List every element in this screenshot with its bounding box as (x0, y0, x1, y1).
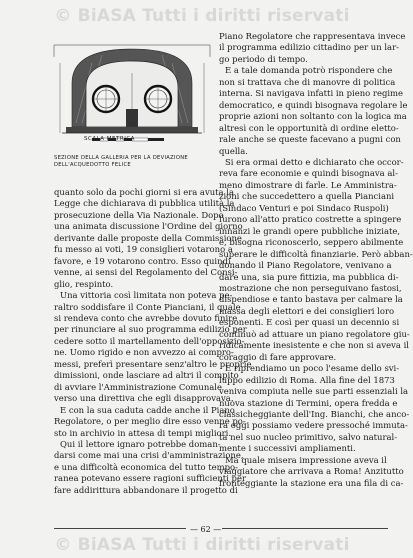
text-line: (Sindaco Venturi e poi Sindaco Ruspoli) (219, 202, 389, 213)
text-line: rale anche se queste facevano a pugni con (219, 134, 401, 145)
text-line: quanto solo da pochi giorni si era avuta la (54, 187, 234, 197)
text-line: proprie azioni non soltanto con la logica ma (219, 111, 407, 122)
text-line: Piano Regolatore che rappresentava invece (219, 31, 406, 41)
text-line: raltro soddisfare il Conte Pianciani, il quale (54, 301, 241, 312)
right-column (219, 31, 413, 489)
text-line: derivante dalle proposte della Commissione (54, 232, 242, 243)
text-line: altresì con le opportunità di ordine eletto- (219, 122, 399, 133)
caption-line-1: SEZIONE DELLA GALLERIA PER LA DEVIAZIONE (54, 155, 188, 161)
text-line: furono all'atto pratico costrette a spingere (219, 214, 402, 225)
text-line: il programma edilizio cittadino per un lar- (219, 42, 399, 53)
text-line: continuò ad attuare un piano regolatore giu- (219, 328, 410, 339)
text-line: dare una, sia pure fittizia, ma pubblica di- (219, 271, 399, 282)
text-line: classicheggiante dell'Ing. Bianchi, che anco- (219, 408, 410, 419)
text-line: meno dimostrare di farle. Le Amministra- (219, 179, 397, 190)
text-line: prosecuzione della Via Nazionale. Dopo (54, 209, 224, 220)
text-line: mostrazione che non perseguivano fastosi, (219, 282, 402, 293)
text-line: ra oggi possiamo vedere pressoché immuta- (219, 420, 408, 431)
text-line: cedere sotto il martellamento dell'opposizio- (54, 335, 245, 346)
text-line: ridicamente inesistente e che non si aveva il (219, 340, 409, 351)
text-line: Regolatore, o per meglio dire esso venne po- (54, 416, 246, 427)
text-line: Legge che dichiarava di pubblica utilità la (54, 198, 235, 209)
text-line: si rendeva conto che avrebbe dovuto finire (54, 312, 238, 323)
page-number: — 62 — (190, 525, 222, 534)
text-line: darsi come mai una crisi d'amministrazione, (54, 450, 244, 461)
text-line: esponenti. E così per quasi un decennio si (219, 317, 400, 328)
text-line: reva fare economie e quindi bisognava al- (219, 168, 398, 179)
text-line: E a tale domanda potrò rispondere che (225, 65, 393, 76)
text-line: verso una direttiva che egli disapprovava. (54, 393, 234, 404)
text-line: venne, ai sensi del Regolamento del Consi- (54, 267, 238, 278)
text-line: di avviare l'Amministrazione Comunale (54, 381, 222, 392)
text-line: una animata discussione l'Ordine del giorno (54, 221, 243, 232)
text-line: massa degli elettori e dei consiglieri loro (219, 305, 395, 316)
text-line: zioni che succedettero a quella Pianciani (219, 191, 395, 202)
scale-label: SCALA METRICA (84, 136, 135, 142)
text-line: E riprendiamo un poco l'esame dello svi- (225, 363, 400, 374)
watermark-bottom: © BiASA Tutti i diritti riservati (54, 535, 350, 555)
text-line: mente i successivi ampliamenti. (219, 443, 356, 454)
text-line: E con la sua caduta cadde anche il Piano (60, 404, 235, 415)
text-line: ranea potevano essere ragioni sufficienti per (54, 473, 246, 484)
text-line: superare le difficoltà finanziarie. Però abban- (219, 248, 413, 259)
text-line: ta nel suo nucleo primitivo, salvo natural- (219, 431, 398, 442)
figure-caption (54, 155, 214, 169)
text-line: glio, respinto. (54, 278, 114, 289)
tunnel-section-drawing (52, 43, 212, 143)
text-line: ne. Uomo rigido e non avvezzo ai compro- (54, 347, 234, 358)
footer-rule-right (222, 528, 388, 529)
text-line: coraggio di fare approvare. (219, 351, 337, 362)
text-line: per rinunciare al suo programma edilizio per (54, 324, 247, 335)
text-line: messi, preferì presentare senz'altro le proprie (54, 358, 252, 369)
text-line: Ma quale misera impressione aveva il (225, 454, 387, 465)
footer-rule-left (54, 528, 186, 529)
text-line: nuova stazione di Termini, opera fredda e (219, 397, 398, 408)
caption-line-2: DELL'ACQUEDOTTO FELICE (54, 162, 131, 168)
tunnel-section-figure (52, 43, 212, 143)
text-line: Si era ormai detto e dichiarato che occor- (225, 156, 404, 167)
text-line: donando il Piano Regolatore, venivano a (219, 260, 392, 271)
text-line: veniva compiuta nelle sue parti essenziali la (219, 386, 409, 397)
text-line: fu messo ai voti, 19 consiglieri votarono a (54, 244, 233, 255)
text-line: Una vittoria così limitata non poteva pe- (60, 290, 233, 301)
text-line: democratico, e quindi bisognava regolare le (219, 99, 408, 110)
text-line: viaggiatore che arrivava a Roma! Anzitutto (219, 466, 404, 477)
left-column (54, 187, 252, 496)
watermark-top: © BiASA Tutti i diritti riservati (54, 6, 350, 26)
text-line: Qui il lettore ignaro potrebbe doman- (60, 438, 221, 449)
text-line: dispendiose e tanto bastava per calmare la (219, 294, 403, 305)
text-line: non si trattava che di manovre di politica (219, 76, 396, 87)
text-line: fare addirittura abbandonare il progetto di (54, 484, 238, 495)
text-line: interna. Si navigava infatti in pieno regime (219, 88, 404, 99)
text-line: e, bisogna riconoscerlo, seppero abilmente (219, 237, 404, 248)
text-line: innanzi le grandi opere pubbliche iniziate, (219, 225, 401, 236)
text-line: sto in archivio in attesa di tempi migliori. (54, 427, 232, 438)
text-line: e una difficoltà economica del tutto tempo- (54, 461, 238, 472)
text-line: quella. (219, 145, 248, 156)
text-line: fronteggiante la stazione era una fila di ca- (219, 477, 404, 488)
text-line: go periodo di tempo. (219, 53, 308, 64)
text-line: favore, e 19 votarono contro. Esso quindi (54, 255, 231, 266)
text-line: luppo edilizio di Roma. Alla fine del 1873 (219, 374, 395, 385)
text-line: dimissioni, onde lasciare ad altri il compito (54, 370, 239, 381)
